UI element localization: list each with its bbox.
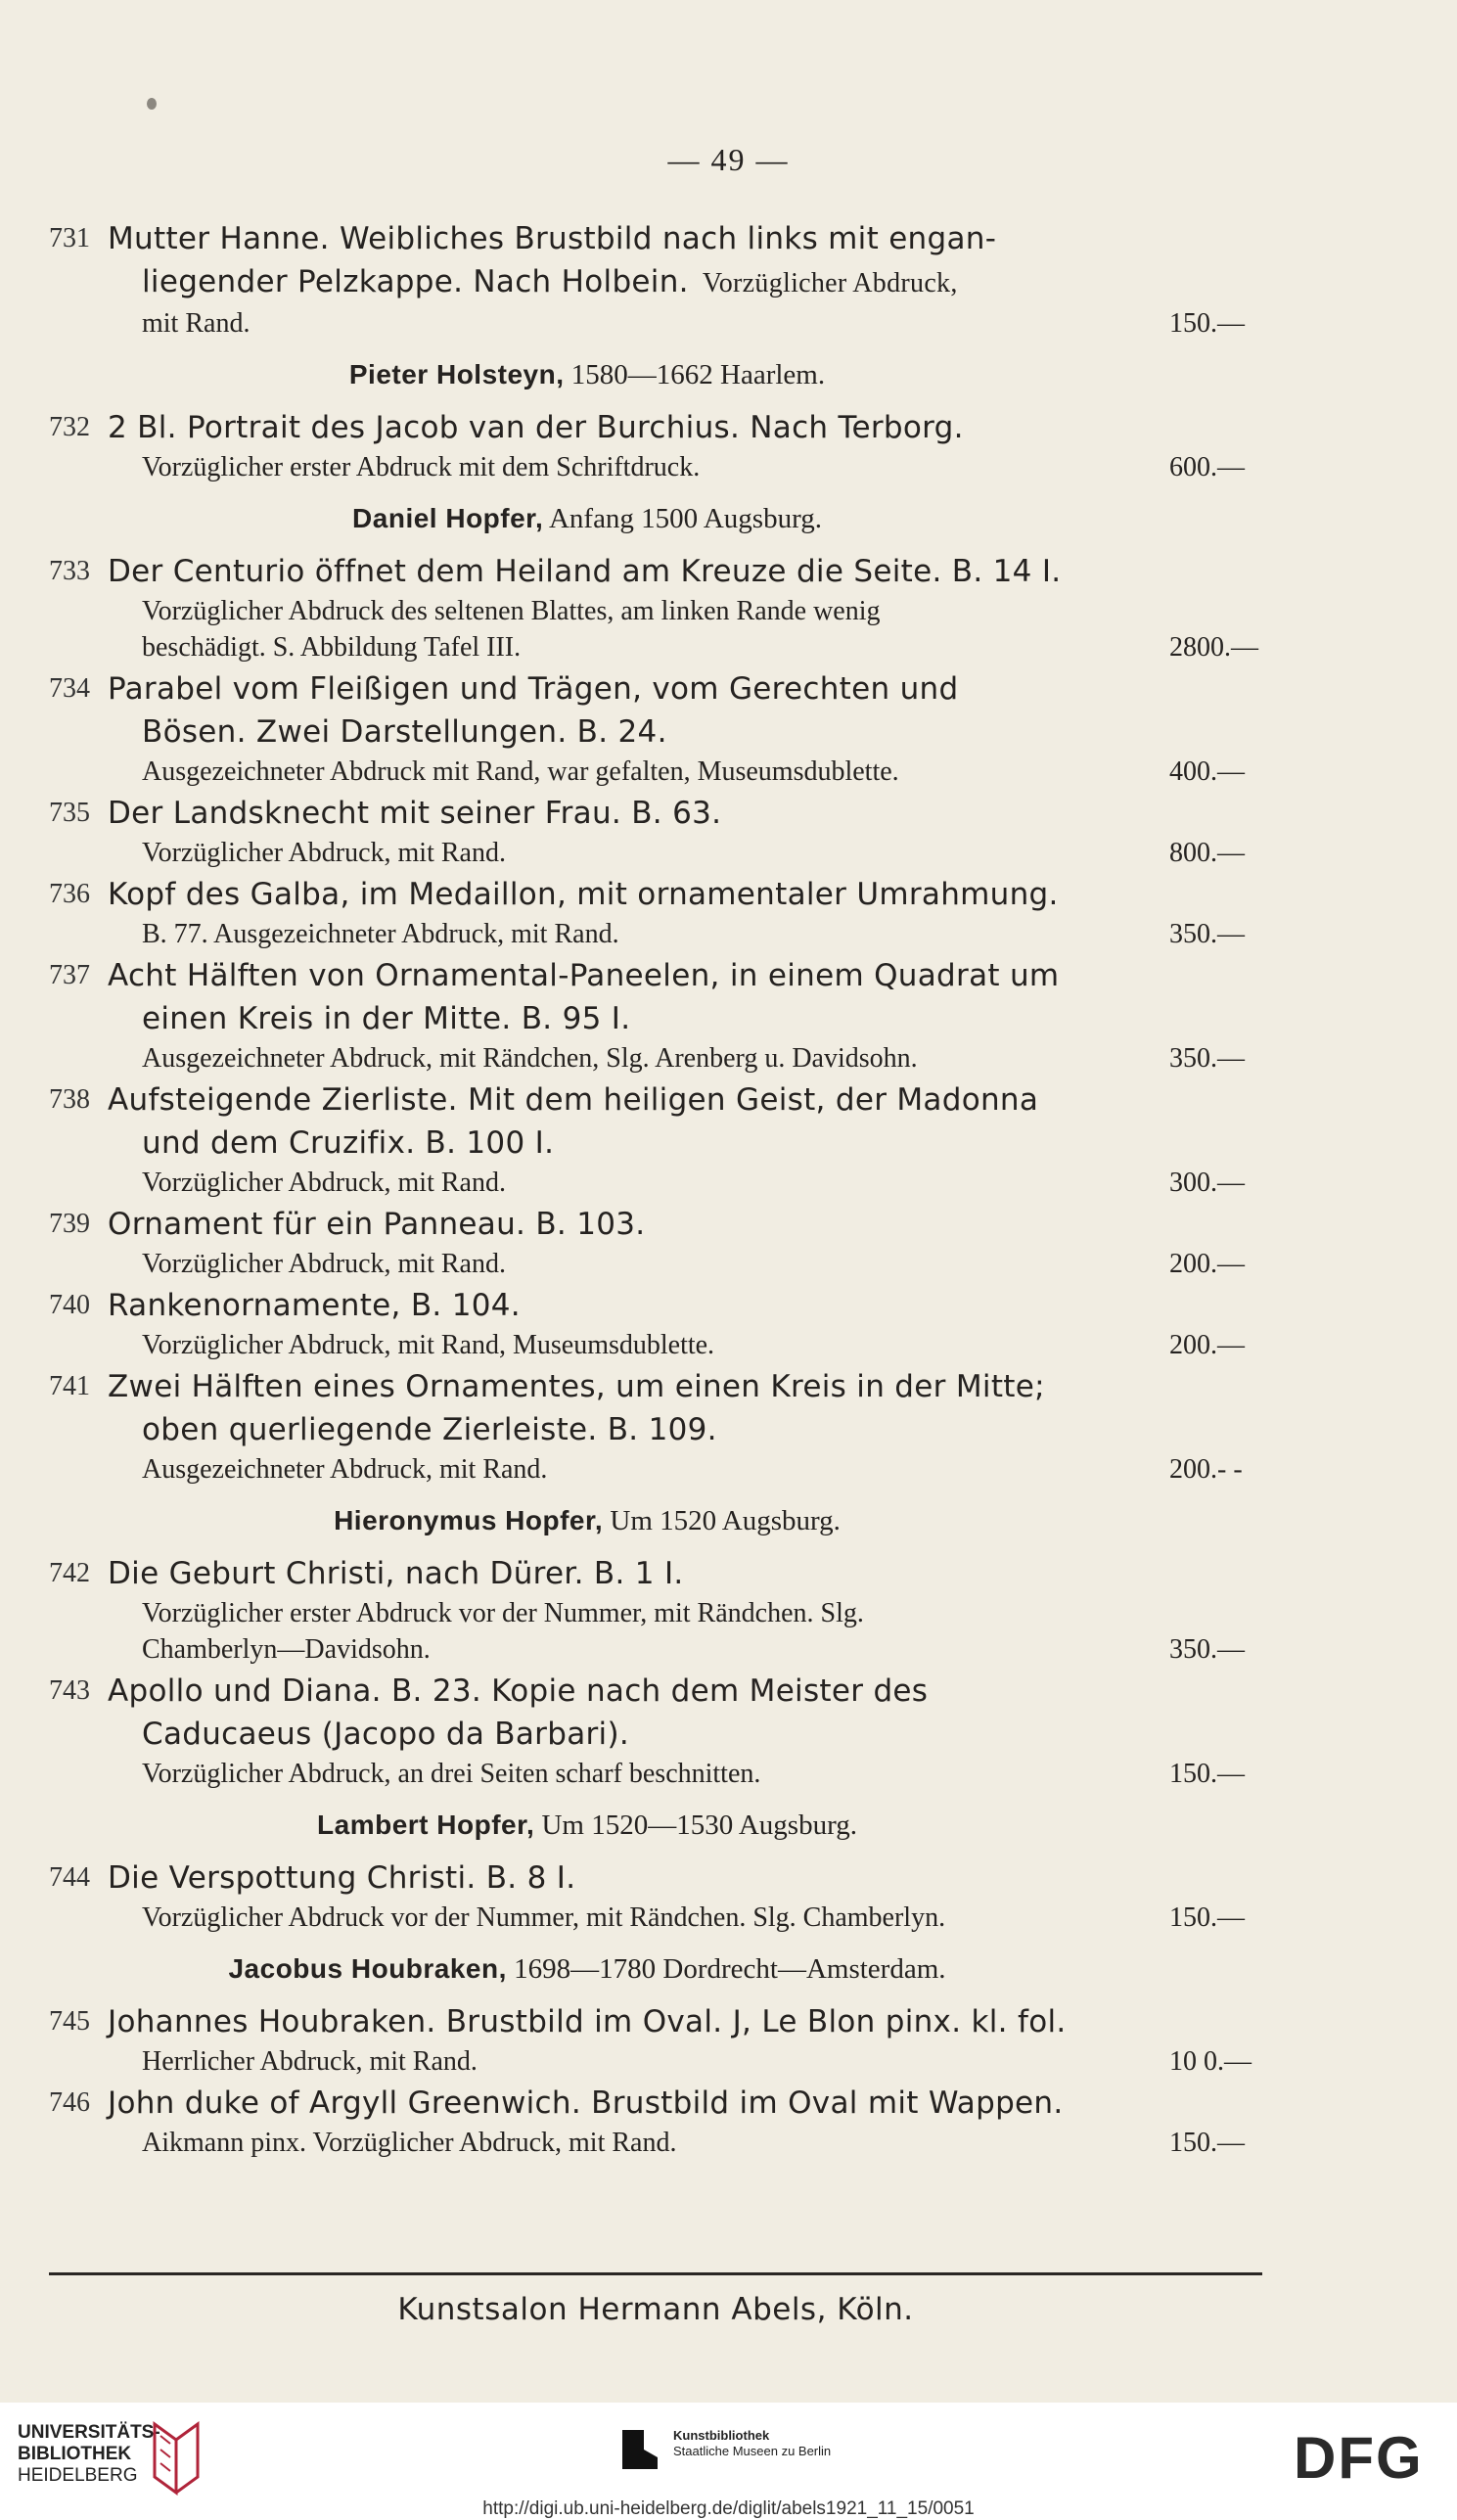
lot-price: 200.- - xyxy=(1169,1454,1243,1485)
lot-description-line: Ausgezeichneter Abdruck mit Rand, war gefalten, Museumsdublette. xyxy=(142,756,899,787)
lot-number: 731 xyxy=(49,223,90,253)
lot-title-line: 2 Bl. Portrait des Jacob van der Burchius. Nach Terborg. xyxy=(108,410,964,445)
catalog-entry xyxy=(0,1078,1457,1201)
lot-price: 150.— xyxy=(1169,1902,1245,1933)
lot-description-line: Vorzüglicher Abdruck, mit Rand. xyxy=(142,1249,506,1279)
lot-number: 744 xyxy=(49,1862,90,1893)
lot-condition: Vorzüglicher Abdruck, xyxy=(702,268,958,298)
lot-price: 150.— xyxy=(1169,2128,1245,2158)
lot-price: 150.— xyxy=(1169,1759,1245,1789)
lot-title-line: Acht Hälften von Ornamental-Paneelen, in einem Quadrat um xyxy=(108,958,1060,993)
lot-price: 2800.— xyxy=(1169,632,1258,663)
lot-description-line: Aikmann pinx. Vorzüglicher Abdruck, mit Rand. xyxy=(142,2128,677,2158)
lot-title-line: Mutter Hanne. Weibliches Brustbild nach links mit engan- xyxy=(108,221,997,256)
lot-number: 739 xyxy=(49,1209,90,1239)
lot-number: 742 xyxy=(49,1558,90,1588)
catalog-entry xyxy=(0,1856,1457,1936)
artist-name: Lambert Hopfer, xyxy=(317,1810,535,1840)
lot-description-line: Vorzüglicher Abdruck, mit Rand. xyxy=(142,1168,506,1198)
digitization-bar xyxy=(0,2403,1457,2520)
lot-title xyxy=(108,217,1164,305)
catalog-entry xyxy=(0,667,1457,790)
lot-title-line: und dem Cruzifix. B. 100 I. xyxy=(142,1125,555,1161)
artist-dates-place: 1580—1662 Haarlem. xyxy=(564,359,826,390)
lot-title-line: Rankenornamente, B. 104. xyxy=(108,1288,521,1323)
lot-title-line: John duke of Argyll Greenwich. Brustbild im Oval mit Wappen. xyxy=(108,2085,1064,2121)
lot-description xyxy=(142,593,1267,665)
lot-description xyxy=(142,2043,1267,2080)
lot-title-line: Der Landsknecht mit seiner Frau. B. 63. xyxy=(108,796,722,831)
permalink-url[interactable]: http://digi.ub.uni-heidelberg.de/diglit/abels1921_11_15/0051 xyxy=(482,2498,975,2519)
lot-price: 400.— xyxy=(1169,756,1245,787)
lot-number: 732 xyxy=(49,412,90,442)
paper-spot xyxy=(147,98,157,110)
ub-heidelberg-label[interactable] xyxy=(18,2422,160,2487)
lot-title xyxy=(108,1856,1164,1900)
ub-line-2: BIBLIOTHEK xyxy=(18,2444,132,2464)
catalog-entry xyxy=(0,217,1457,342)
lot-title-line: liegender Pelzkappe. Nach Holbein. Vorzüglicher Abdruck, xyxy=(142,264,958,299)
lot-title-line: Die Geburt Christi, nach Dürer. B. 1 I. xyxy=(108,1556,684,1591)
lot-description xyxy=(142,1595,1267,1668)
lot-number: 740 xyxy=(49,1290,90,1320)
lot-title xyxy=(108,1365,1164,1451)
catalog-entry xyxy=(0,1552,1457,1668)
catalog-entry xyxy=(0,792,1457,871)
lot-title xyxy=(108,667,1164,754)
lot-description-line: Vorzüglicher Abdruck, an drei Seiten scharf beschnitten. xyxy=(142,1759,761,1789)
lot-description xyxy=(142,1756,1267,1792)
lot-description-line: Chamberlyn—Davidsohn. xyxy=(142,1634,431,1665)
lot-price: 150.— xyxy=(1169,308,1245,339)
lot-description-line: Vorzüglicher Abdruck vor der Nummer, mit Rändchen. Slg. Chamberlyn. xyxy=(142,1902,946,1933)
lot-description xyxy=(142,1900,1267,1936)
lot-price: 350.— xyxy=(1169,1634,1245,1665)
lot-title-line: oben querliegende Zierleiste. B. 109. xyxy=(142,1412,717,1447)
lot-description-line: Vorzüglicher erster Abdruck vor der Nummer, mit Rändchen. Slg. xyxy=(142,1598,864,1628)
footer-publisher: Kunstsalon Hermann Abels, Köln. xyxy=(397,2292,914,2327)
lot-title xyxy=(108,1078,1164,1165)
lot-number: 735 xyxy=(49,798,90,828)
lot-title-line: Aufsteigende Zierliste. Mit dem heiligen Geist, der Madonna xyxy=(108,1082,1039,1118)
catalog-entries xyxy=(0,217,1457,2163)
lot-description xyxy=(142,2125,1267,2161)
catalog-entry xyxy=(0,2000,1457,2080)
lot-title xyxy=(108,873,1164,916)
lot-price: 10 0.— xyxy=(1169,2046,1252,2077)
lot-description-line: Vorzüglicher Abdruck, mit Rand. xyxy=(142,838,506,868)
lot-price: 200.— xyxy=(1169,1249,1245,1279)
lot-number: 737 xyxy=(49,960,90,990)
lot-description xyxy=(142,1327,1267,1363)
artist-name: Daniel Hopfer, xyxy=(352,503,544,533)
lot-number: 734 xyxy=(49,673,90,704)
lot-number: 745 xyxy=(49,2006,90,2037)
kunstbibliothek-label[interactable] xyxy=(673,2428,831,2459)
lot-description-line: Ausgezeichneter Abdruck, mit Rändchen, Slg. Arenberg u. Davidsohn. xyxy=(142,1043,918,1074)
lot-description xyxy=(142,916,1267,952)
kb-line-2: Staatliche Museen zu Berlin xyxy=(673,2444,832,2458)
dfg-logo[interactable]: DFG xyxy=(1294,2425,1424,2491)
lot-price: 300.— xyxy=(1169,1168,1245,1198)
lot-title xyxy=(108,2082,1164,2125)
artist-heading xyxy=(0,355,1174,394)
artist-dates-place: Anfang 1500 Augsburg. xyxy=(543,503,822,534)
footer-rule xyxy=(49,2272,1262,2275)
lot-description xyxy=(142,1246,1267,1282)
lot-title xyxy=(108,550,1164,593)
artist-dates-place: Um 1520—1530 Augsburg. xyxy=(534,1810,857,1841)
artist-name: Hieronymus Hopfer, xyxy=(334,1505,604,1535)
lot-price: 350.— xyxy=(1169,919,1245,949)
page-number: — 49 — xyxy=(667,142,790,177)
lot-description xyxy=(142,835,1267,871)
lot-title-line: Kopf des Galba, im Medaillon, mit ornamentaler Umrahmung. xyxy=(108,877,1059,912)
artist-name: Pieter Holsteyn, xyxy=(348,359,565,389)
catalog-entry xyxy=(0,1365,1457,1488)
lot-number: 746 xyxy=(49,2087,90,2118)
lot-number: 738 xyxy=(49,1084,90,1115)
lot-price: 200.— xyxy=(1169,1330,1245,1360)
ub-line-1: UNIVERSITÄTS- xyxy=(18,2422,160,2443)
lot-price: 800.— xyxy=(1169,838,1245,868)
artist-dates-place: Um 1520 Augsburg. xyxy=(603,1505,841,1536)
lot-title-line: Bösen. Zwei Darstellungen. B. 24. xyxy=(142,714,667,750)
lot-description xyxy=(142,754,1267,790)
lot-title-line: Die Verspottung Christi. B. 8 I. xyxy=(108,1860,576,1896)
catalog-entry xyxy=(0,406,1457,485)
lot-description-line: B. 77. Ausgezeichneter Abdruck, mit Rand. xyxy=(142,919,619,949)
lot-description-line: Herrlicher Abdruck, mit Rand. xyxy=(142,2046,478,2077)
lot-title xyxy=(108,792,1164,835)
lot-title-line: Caducaeus (Jacopo da Barbari). xyxy=(142,1717,629,1752)
kunstbibliothek-logo-icon xyxy=(620,2428,660,2471)
lot-title xyxy=(108,1670,1164,1756)
lot-description xyxy=(142,1040,1267,1077)
lot-description-line: beschädigt. S. Abbildung Tafel III. xyxy=(142,632,522,663)
ub-heidelberg-logo-icon xyxy=(147,2420,205,2497)
lot-title-line: Parabel vom Fleißigen und Trägen, vom Gerechten und xyxy=(108,671,959,707)
artist-dates-place: 1698—1780 Dordrecht—Amsterdam. xyxy=(506,1953,946,1985)
lot-description xyxy=(142,305,1267,342)
lot-title xyxy=(108,406,1164,449)
lot-title xyxy=(108,1552,1164,1595)
lot-price: 350.— xyxy=(1169,1043,1245,1074)
lot-description xyxy=(142,1165,1267,1201)
lot-number: 741 xyxy=(49,1371,90,1401)
catalog-entry xyxy=(0,1670,1457,1792)
lot-description-line: Vorzüglicher Abdruck des seltenen Blattes, am linken Rande wenig xyxy=(142,596,881,626)
lot-title-line: einen Kreis in der Mitte. B. 95 I. xyxy=(142,1001,631,1036)
artist-heading xyxy=(0,1806,1174,1845)
catalog-entry xyxy=(0,873,1457,952)
lot-title xyxy=(108,2000,1164,2043)
lot-title-line: Johannes Houbraken. Brustbild im Oval. J, Le Blon pinx. kl. fol. xyxy=(108,2004,1067,2039)
lot-number: 743 xyxy=(49,1675,90,1706)
lot-number: 736 xyxy=(49,879,90,909)
artist-heading xyxy=(0,1501,1174,1540)
lot-number: 733 xyxy=(49,556,90,586)
catalog-entry xyxy=(0,2082,1457,2161)
lot-title-line: Zwei Hälften eines Ornamentes, um einen Kreis in der Mitte; xyxy=(108,1369,1045,1404)
catalog-entry xyxy=(0,1284,1457,1363)
kb-line-1: Kunstbibliothek xyxy=(673,2428,770,2443)
catalog-entry xyxy=(0,1203,1457,1282)
lot-description xyxy=(142,449,1267,485)
artist-name: Jacobus Houbraken, xyxy=(228,1953,507,1984)
lot-description xyxy=(142,1451,1267,1488)
lot-description-line: Vorzüglicher Abdruck, mit Rand, Museumsdublette. xyxy=(142,1330,715,1360)
artist-heading xyxy=(0,499,1174,538)
catalog-entry xyxy=(0,550,1457,665)
lot-title xyxy=(108,954,1164,1040)
lot-description-line: Vorzüglicher erster Abdruck mit dem Schriftdruck. xyxy=(142,452,701,482)
lot-title-line: Der Centurio öffnet dem Heiland am Kreuze die Seite. B. 14 I. xyxy=(108,554,1062,589)
lot-title xyxy=(108,1203,1164,1246)
lot-title-line: Apollo und Diana. B. 23. Kopie nach dem Meister des xyxy=(108,1673,929,1709)
lot-description-line: mit Rand. xyxy=(142,308,250,339)
catalog-entry xyxy=(0,954,1457,1077)
lot-title xyxy=(108,1284,1164,1327)
lot-price: 600.— xyxy=(1169,452,1245,482)
lot-description-line: Ausgezeichneter Abdruck, mit Rand. xyxy=(142,1454,548,1485)
lot-title-line: Ornament für ein Panneau. B. 103. xyxy=(108,1207,646,1242)
artist-heading xyxy=(0,1949,1174,1989)
ub-line-3: HEIDELBERG xyxy=(18,2465,138,2486)
